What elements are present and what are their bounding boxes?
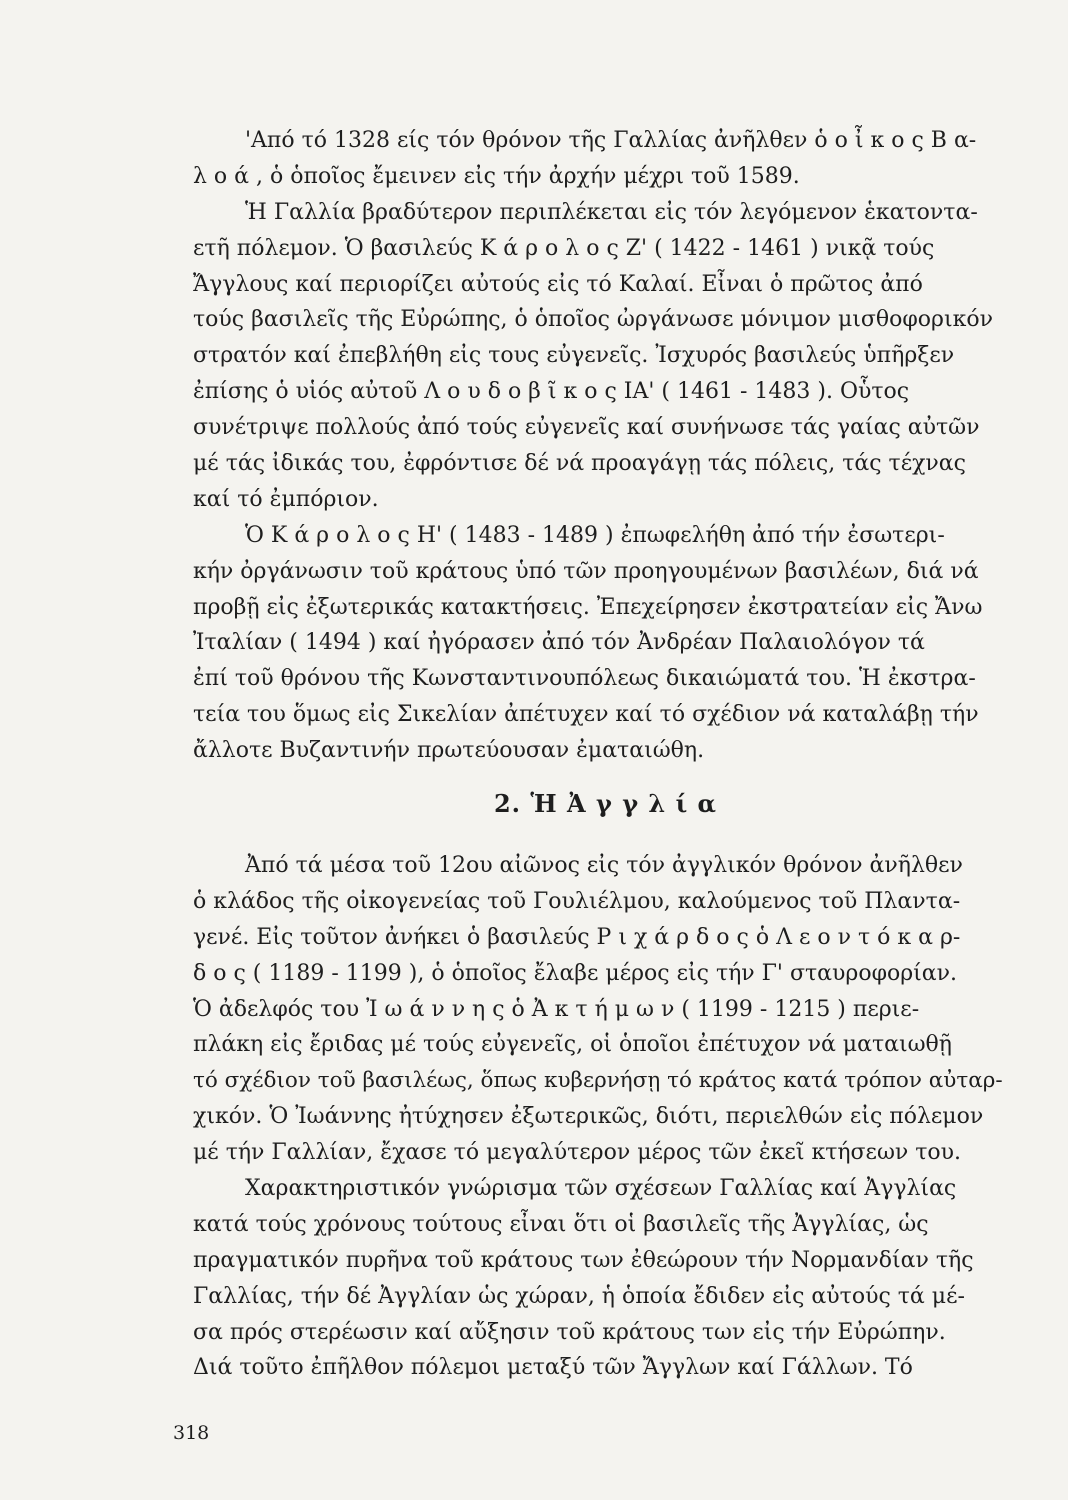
text-line: Ὁ ἀδελφός του Ἰ ω ά ν ν η ς ὁ Ἀ κ τ ή μ ω ν ( 1199 - 1215 ) περιε-: [193, 996, 920, 1022]
text-line: 'Από τό 1328 είς τόν θρόνον τῆς Γαλλίας ἀνῆλθεν ὁ ο ἶ κ ο ς Β α-: [245, 128, 977, 153]
text-line: ἄλλοτε Βυζαντινήν πρωτεύουσαν ἐματαιώθη.: [193, 738, 705, 764]
text-line: πραγματικόν πυρῆνα τοῦ κράτους των ἐθεώρουν τήν Νορμανδίαν τῆς: [193, 1247, 974, 1273]
text-line: προβῇ εἰς ἐξωτερικάς κατακτήσεις. Ἐπεχείρησεν ἐκστρατείαν εἰς Ἄνω: [193, 594, 983, 620]
text-line: ὁ κλάδος τῆς οἰκογενείας τοῦ Γουλιέλμου, καλούμενος τοῦ Πλαντα-: [193, 888, 961, 914]
text-line: Ἰταλίαν ( 1494 ) καί ἠγόρασεν ἀπό τόν Ἀνδρέαν Παλαιολόγον τά: [193, 630, 925, 656]
section-heading: 2. Ἡ Ἀ γ γ λ ί α: [493, 789, 718, 818]
text-line: σα πρός στερέωσιν καί αὔξησιν τοῦ κράτους των εἰς τήν Εὐρώπην.: [193, 1319, 946, 1345]
text-line: ἐπίσης ὁ υἱός αὐτοῦ Λ ο υ δ ο β ῖ κ ο ς ΙΑ' ( 1461 - 1483 ). Οὗτος: [193, 379, 910, 405]
text-line: λ ο ά , ὁ ὁποῖος ἔμεινεν εἰς τήν ἀρχήν μέχρι τοῦ 1589.: [193, 163, 800, 189]
text-line: τούς βασιλεῖς τῆς Εὐρώπης, ὁ ὁποῖος ὠργάνωσε μόνιμον μισθοφορικόν: [193, 307, 993, 333]
text-line: Ἡ Γαλλία βραδύτερον περιπλέκεται εἰς τόν λεγόμενον ἑκατοντα-: [245, 199, 978, 225]
section-1-text: [193, 123, 1018, 769]
text-line: συνέτριψε πολλούς ἀπό τούς εὐγενεῖς καί συνήνωσε τάς γαίας αὐτῶν: [193, 415, 980, 441]
text-line: Διά τοῦτο ἐπῆλθον πόλεμοι μεταξύ τῶν Ἄγγλων καί Γάλλων. Τό: [193, 1355, 913, 1381]
text-line: Ἄγγλους καί περιορίζει αὐτούς εἰς τό Καλαί. Εἶναι ὁ πρῶτος ἀπό: [193, 271, 923, 297]
text-line: μέ τάς ἰδικάς του, ἐφρόντισε δέ νά προαγάγῃ τάς πόλεις, τάς τέχνας: [193, 451, 966, 477]
text-line: κατά τούς χρόνους τούτους εἶναι ὅτι οἱ βασιλεῖς τῆς Ἀγγλίας, ὡς: [193, 1211, 929, 1237]
text-line: τεία του ὅμως εἰς Σικελίαν ἀπέτυχεν καί τό σχέδιον νά καταλάβῃ τήν: [193, 702, 979, 728]
text-line: τό σχέδιον τοῦ βασιλέως, ὅπως κυβερνήσῃ τό κράτος κατά τρόπον αὐταρ-: [193, 1068, 1003, 1094]
text-line: Γαλλίας, τήν δέ Ἀγγλίαν ὡς χώραν, ἡ ὁποία ἔδιδεν εἰς αὐτούς τά μέ-: [193, 1283, 965, 1309]
text-line: Ὁ Κ ά ρ ο λ ο ς Η' ( 1483 - 1489 ) ἐπωφελήθη ἀπό τήν ἐσωτερι-: [245, 522, 945, 548]
text-line: χικόν. Ὁ Ἰωάννης ἠτύχησεν ἐξωτερικῶς, διότι, περιελθών εἰς πόλεμον: [193, 1104, 984, 1130]
text-line: δ ο ς ( 1189 - 1199 ), ὁ ὁποῖος ἔλαβε μέρος εἰς τήν Γ' σταυροφορίαν.: [193, 960, 957, 986]
text-line: ἐπί τοῦ θρόνου τῆς Κωνσταντινουπόλεως δικαιώματά του. Ἡ ἐκστρα-: [193, 666, 976, 692]
text-line: ετῆ πόλεμον. Ὁ βασιλεύς Κ ά ρ ο λ ο ς Ζ' ( 1422 - 1461 ) νικᾷ τούς: [193, 235, 935, 261]
page-number: 318: [173, 1422, 210, 1444]
text-line: μέ τήν Γαλλίαν, ἔχασε τό μεγαλύτερον μέρος τῶν ἐκεῖ κτήσεων του.: [193, 1140, 962, 1166]
section-2-text: [193, 848, 1018, 1386]
text-line: στρατόν καί ἐπεβλήθη εἰς τους εὐγενεῖς. Ἰσχυρός βασιλεύς ὑπῆρξεν: [193, 343, 955, 369]
text-line: πλάκη εἰς ἔριδας μέ τούς εὐγενεῖς, οἱ ὁποῖοι ἐπέτυχον νά ματαιωθῇ: [193, 1032, 952, 1058]
text-line: Ἀπό τά μέσα τοῦ 12ου αἰῶνος εἰς τόν ἀγγλικόν θρόνον ἀνῆλθεν: [245, 853, 963, 878]
text-line: κήν ὀργάνωσιν τοῦ κράτους ὑπό τῶν προηγουμένων βασιλέων, διά νά: [193, 558, 979, 584]
text-line: καί τό ἐμπόριον.: [193, 486, 379, 512]
text-line: Χαρακτηριστικόν γνώρισμα τῶν σχέσεων Γαλλίας καί Ἀγγλίας: [245, 1176, 957, 1202]
text-line: γενέ. Εἰς τοῦτον ἀνήκει ὁ βασιλεύς Ρ ι χ ά ρ δ ο ς ὁ Λ ε ο ν τ ό κ α ρ-: [193, 924, 961, 950]
